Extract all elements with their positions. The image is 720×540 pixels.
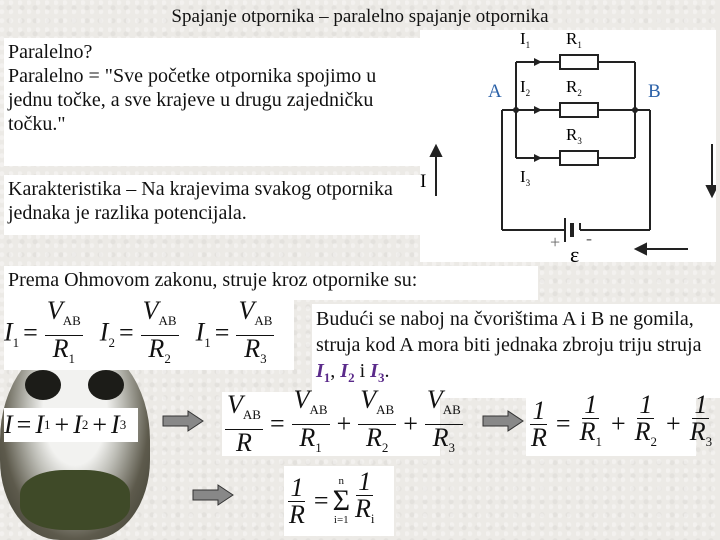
circuit-svg	[420, 30, 716, 262]
battery-minus: -	[586, 228, 592, 248]
panda-eye-patch-right	[88, 370, 124, 400]
resistor-r1-label: $R_1$	[566, 30, 582, 50]
panda-bamboo	[20, 470, 130, 530]
resistor-r3-label: $R_3$	[566, 125, 582, 146]
right-arrow-icon	[162, 410, 204, 432]
current-i3-label: $I_3$	[520, 167, 531, 188]
battery-plus: +	[550, 232, 561, 252]
right-arrow-icon	[192, 484, 234, 506]
node-b-label: B	[648, 81, 661, 102]
resistor-r2-label: $R_2$	[566, 77, 582, 98]
reciprocal-sum-formula: $\frac{1}{R}$ = $\frac{1}{R_1}$ + $\frac{1}{R_2}$ + $\frac{1}{R_3}$	[526, 392, 696, 456]
panda-eye-patch-left	[25, 370, 61, 400]
note-current-i2: $I_2$	[340, 360, 355, 385]
note-current-i1: $I_1$	[316, 360, 331, 385]
circuit-diagram	[420, 30, 716, 262]
intro-question: Paralelno?	[8, 41, 93, 63]
page-title: Spajanje otpornika – paralelno spajanje otpornika	[171, 6, 549, 27]
current-i1-label: $I_1$	[520, 30, 531, 50]
summation-formula: $\frac{1}{R}$ = n Σ i=1 $\frac{1}{R_i}$	[284, 466, 394, 536]
node-note: Budući se naboj na čvorištima A i B ne gomila, struja kod A mora biti jednaka zbroju triju struja $I_1$, $I_2$ i $I_3$.	[312, 304, 720, 398]
node-a-label: A	[488, 81, 502, 102]
current-sum-formula: I = I 1 + I 2 + I 3	[4, 408, 138, 442]
voltage-sum-formula: $\frac{V_{AB}}{R}$ = $\frac{V_{AB}}{R_1}$ + $\frac{V_{AB}}{R_2}$ + $\frac{V_{AB}}{R_3}$	[222, 392, 440, 456]
ohm-formulas	[4, 296, 294, 370]
right-arrow-icon	[482, 410, 524, 432]
ohm-text: Prema Ohmovom zakonu, struje kroz otpornike su:	[4, 266, 538, 300]
formula-i1: $I_1$ = $\frac{V_{AB}}{R_1}$	[4, 296, 81, 366]
characteristic-text: Karakteristika – Na krajevima svakog otpornika jednaka je razlika potencijala.	[4, 175, 420, 235]
current-label: I	[420, 171, 427, 192]
emf-label: ε	[570, 242, 580, 262]
current-i2-label: $I_2$	[520, 77, 531, 98]
intro-definition: Paralelno = "Sve početke otpornika spojimo u jednu točke, a sve krajeve u drugu zajedničku točku."	[8, 65, 377, 135]
formula-i3: $I_1$ = $\frac{V_{AB}}{R_3}$	[195, 296, 273, 366]
note-current-i3: $I_3$	[370, 360, 385, 385]
sigma-symbol: n Σ i=1	[332, 475, 351, 526]
formula-i2: $I_2$ = $\frac{V_{AB}}{R_2}$	[99, 296, 177, 366]
intro-panel	[4, 38, 420, 166]
